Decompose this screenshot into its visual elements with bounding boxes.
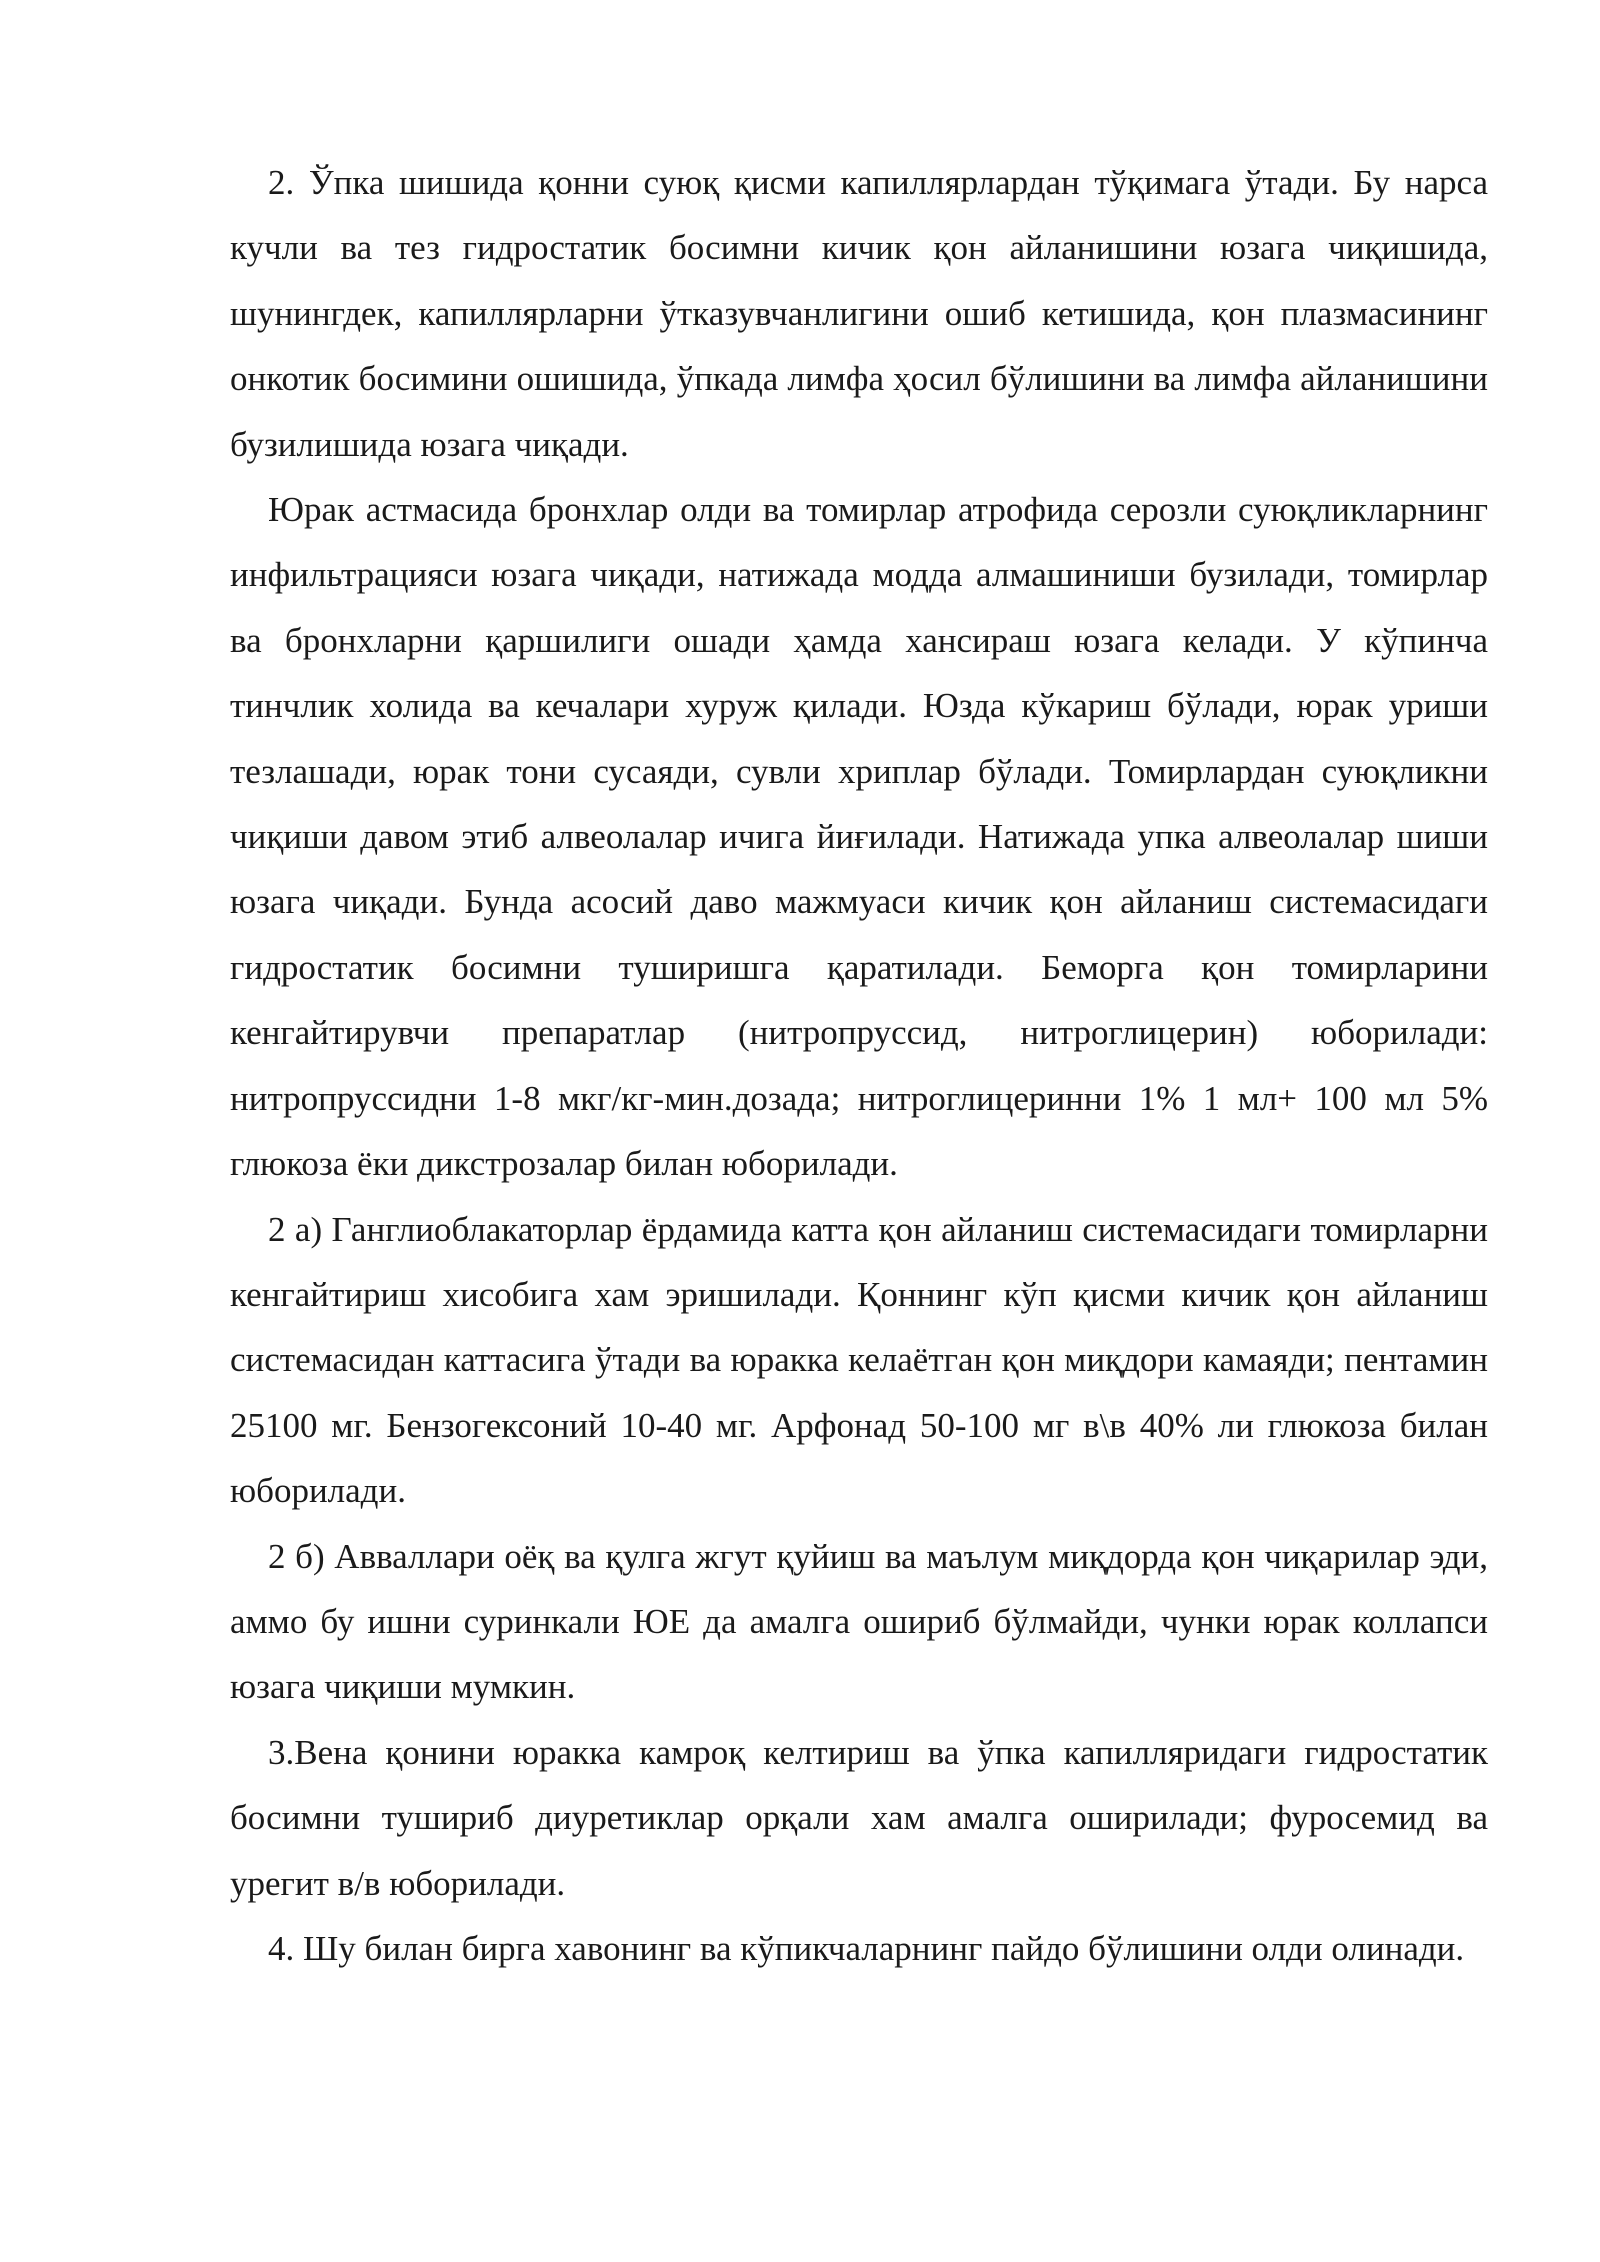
document-body [230,150,1488,1981]
paragraph-ganglioblockers: 2 а) Ганглиоблакаторлар ёрдамида катта қон айланиш системасидаги томирларни кенгайтириш хисобига хам эришилади. Қоннинг кўп қисми кичик қон айланиш системасидан каттасига ўтади ва юракка келаётган қон миқдори камаяди; пентамин 25100 мг. Бензогексоний 10-40 мг. Арфонад 50-100 мг в\в 40% ли глюкоза билан юборилади. [230,1209,1488,1511]
paragraph-tourniquet: 2 б) Авваллари оёқ ва қулга жгут қуйиш ва маълум миқдорда қон чиқарилар эди, аммо бу ишни суринкали ЮЕ да амалга ошириб бўлмайди, чунки юрак коллапси юзага чиқиши мумкин. [230,1536,1488,1707]
paragraph-cardiac-asthma: Юрак астмасида бронхлар олди ва томирлар атрофида серозли суюқликларнинг инфильтрацияси юзага чиқади, натижада модда алмашиниши бузилади, томирлар ва бронхларни қаршилиги ошади ҳамда хансираш юзага келади. У кўпинча тинчлик холида ва кечалари хуруж қилади. Юзда кўкариш бўлади, юрак уриши тезлашади, юрак тони сусаяди, сувли хриплар бўлади. Томирлардан суюқликни чиқиши давом этиб алвеолалар ичига йиғилади. Натижада упка алвеолалар шиши юзага чиқади. Бунда асосий даво мажмуаси кичик қон айланиш системасидаги гидростатик босимни туширишга қаратилади. Беморга қон томирларини кенгайтирувчи препаратлар (нитропруссид, нитроглицерин) юборилади: нитропруссидни 1-8 мкг/кг-мин.дозада; нитроглицеринни 1% 1 мл+ 100 мл 5% глюкоза ёки дикстрозалар билан юборилади. [230,490,1488,1184]
paragraph-diuretics: 3.Вена қонини юракка камроқ келтириш ва ўпка капилляридаги гидростатик босимни тушириб диуретиклар орқали хам амалга оширилади; фуросемид ва урегит в/в юборилади. [230,1732,1488,1903]
paragraph-foam-prevention: 4. Шу билан бирга хавонинг ва кўпикчаларнинг пайдо бўлишини олди олинади. [268,1928,1465,1968]
paragraph-pulmonary-edema: 2. Ўпка шишида қонни суюқ қисми капиллярлардан тўқимага ўтади. Бу нарса кучли ва тез гидростатик босимни кичик қон айланишини юзага чиқишида, шунингдек, капиллярларни ўтказувчанлигини ошиб кетишида, қон плазмасининг онкотик босимини ошишида, ўпкада лимфа ҳосил бўлишини ва лимфа айланишини бузилишида юзага чиқади. [230,163,1488,464]
